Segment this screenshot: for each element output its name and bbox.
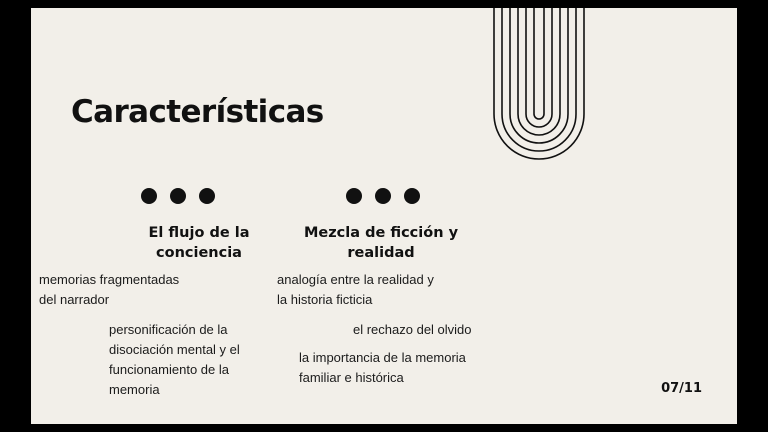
dot	[404, 188, 420, 204]
dot	[199, 188, 215, 204]
three-dots-icon	[346, 188, 536, 204]
dot	[141, 188, 157, 204]
note-text: analogía entre la realidad y la historia ficticia	[277, 272, 434, 308]
slide-canvas	[31, 8, 737, 424]
dot	[375, 188, 391, 204]
note-text: personificación de la disociación mental y el funcionamiento de la memoria	[109, 322, 240, 398]
nested-u-curves-icon	[484, 8, 594, 174]
dot	[346, 188, 362, 204]
page-number: 07/11	[661, 381, 702, 396]
slide-title: Características	[71, 94, 324, 130]
note-text: el rechazo del olvido	[353, 322, 472, 337]
note-text: la importancia de la memoria familiar e histórica	[299, 350, 466, 386]
column-mezcla-ficcion-realidad	[276, 188, 536, 263]
dot	[170, 188, 186, 204]
column-heading: Mezcla de ficción y realidad	[303, 225, 459, 261]
column-heading: El flujo de la conciencia	[148, 225, 250, 261]
note-text: memorias fragmentadas del narrador	[39, 272, 180, 308]
